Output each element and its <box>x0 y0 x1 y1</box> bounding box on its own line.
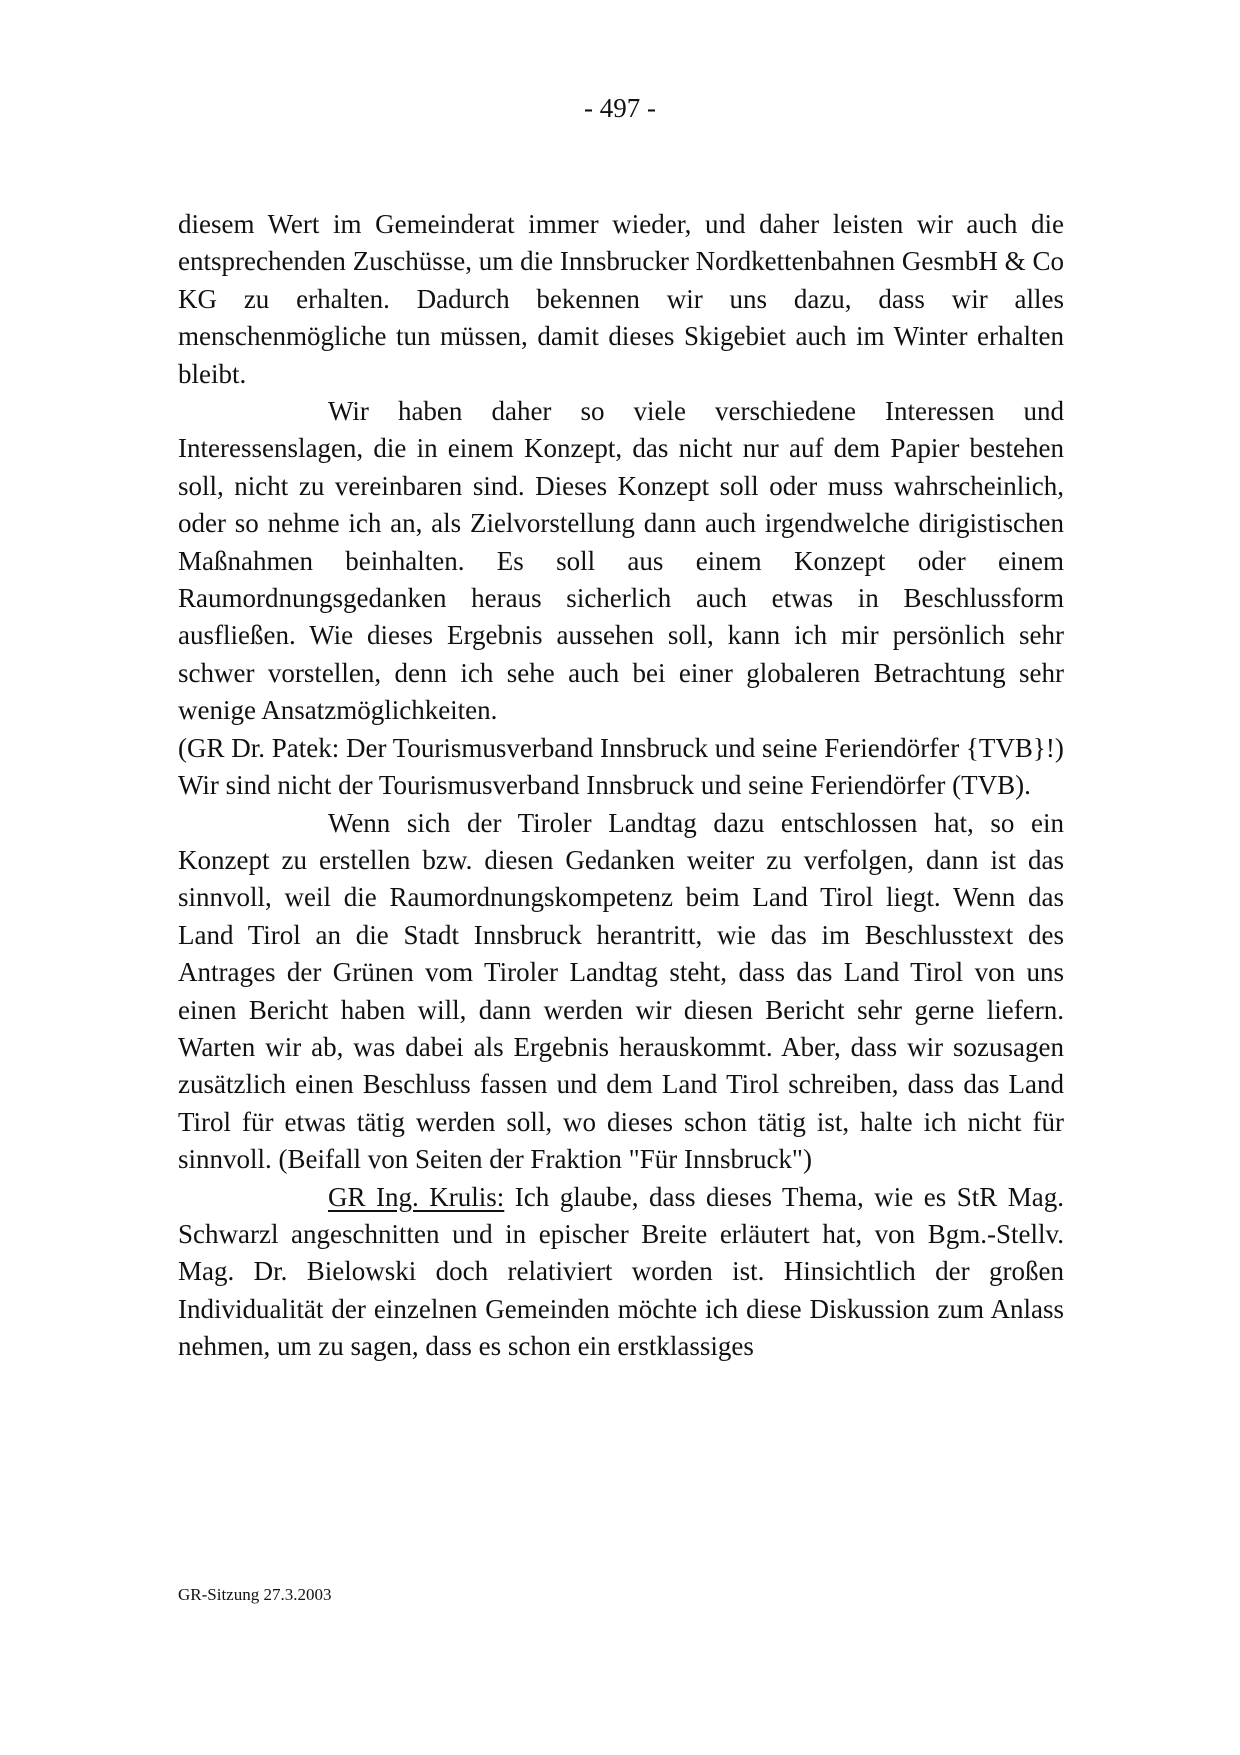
paragraph-landtag: Wenn sich der Tiroler Landtag dazu entschlossen hat, so ein Konzept zu erstellen bzw. diesen Gedanken weiter zu verfolgen, dann ist das sinnvoll, weil die Raumordnungskompetenz beim Land Tirol liegt. Wenn das Land Tirol an die Stadt Innsbruck herantritt, wie das im Beschlusstext des Antrages der Grünen vom Tiroler Landtag steht, dass das Land Tirol von uns einen Bericht haben will, dann werden wir diesen Bericht sehr gerne liefern. Warten wir ab, was dabei als Ergebnis herauskommt. Aber, dass wir sozusagen zusätzlich einen Beschluss fassen und dem Land Tirol schreiben, dass das Land Tirol für etwas tätig werden soll, wo dieses schon tätig ist, halte ich nicht für sinnvoll. (Beifall von Seiten der Fraktion "Für Innsbruck") <box>178 807 1064 1175</box>
reply-tvb: Wir sind nicht der Tourismusverband Innsbruck und seine Feriendörfer (TVB). <box>178 770 1031 801</box>
page-number: - 497 - <box>584 93 656 123</box>
speaker-name: GR Ing. Krulis: <box>328 1181 505 1212</box>
paragraph-krulis <box>178 1179 1064 1366</box>
interjection-patek: (GR Dr. Patek: Der Tourismusverband Innsbruck und seine Feriendörfer {TVB}!) <box>178 732 1064 763</box>
paragraph-continuation: diesem Wert im Gemeinderat immer wieder, und daher leisten wir auch die entsprechenden Zuschüsse, um die Innsbrucker Nordkettenbahnen GesmbH & Co KG zu erhalten. Dadurch bekennen wir uns dazu, dass wir alles menschenmögliche tun müssen, damit dieses Skigebiet auch im Winter erhalten bleibt. <box>178 209 1064 389</box>
speech-text: Ich glaube, dass dieses Thema, wie es StR Mag. Schwarzl angeschnitten und in epischer Breite erläutert hat, von Bgm.-Stellv. Mag. Dr. Bielowski doch relativiert worden ist. Hinsichtlich der großen Individualität der einzelnen Gemeinden möchte ich diese Diskussion zum Anlass nehmen, um zu sagen, dass es schon ein erstklassiges <box>178 1181 1065 1362</box>
footer-session-date: GR-Sitzung 27.3.2003 <box>178 1585 332 1604</box>
paragraph-interests: Wir haben daher so viele verschiedene Interessen und Interessenslagen, die in einem Konzept, das nicht nur auf dem Papier bestehen soll, nicht zu vereinbaren sind. Dieses Konzept soll oder muss wahrscheinlich, oder so nehme ich an, als Zielvorstellung dann auch irgendwelche dirigistischen Maßnahmen beinhalten. Es soll aus einem Konzept oder einem Raumordnungsgedanken heraus sicherlich auch etwas in Beschlussform ausfließen. Wie dieses Ergebnis aussehen soll, kann ich mir persönlich sehr schwer vorstellen, denn ich sehe auch bei einer globaleren Betrachtung sehr wenige Ansatzmöglichkeiten. <box>178 396 1064 726</box>
document-body <box>178 206 1064 1366</box>
